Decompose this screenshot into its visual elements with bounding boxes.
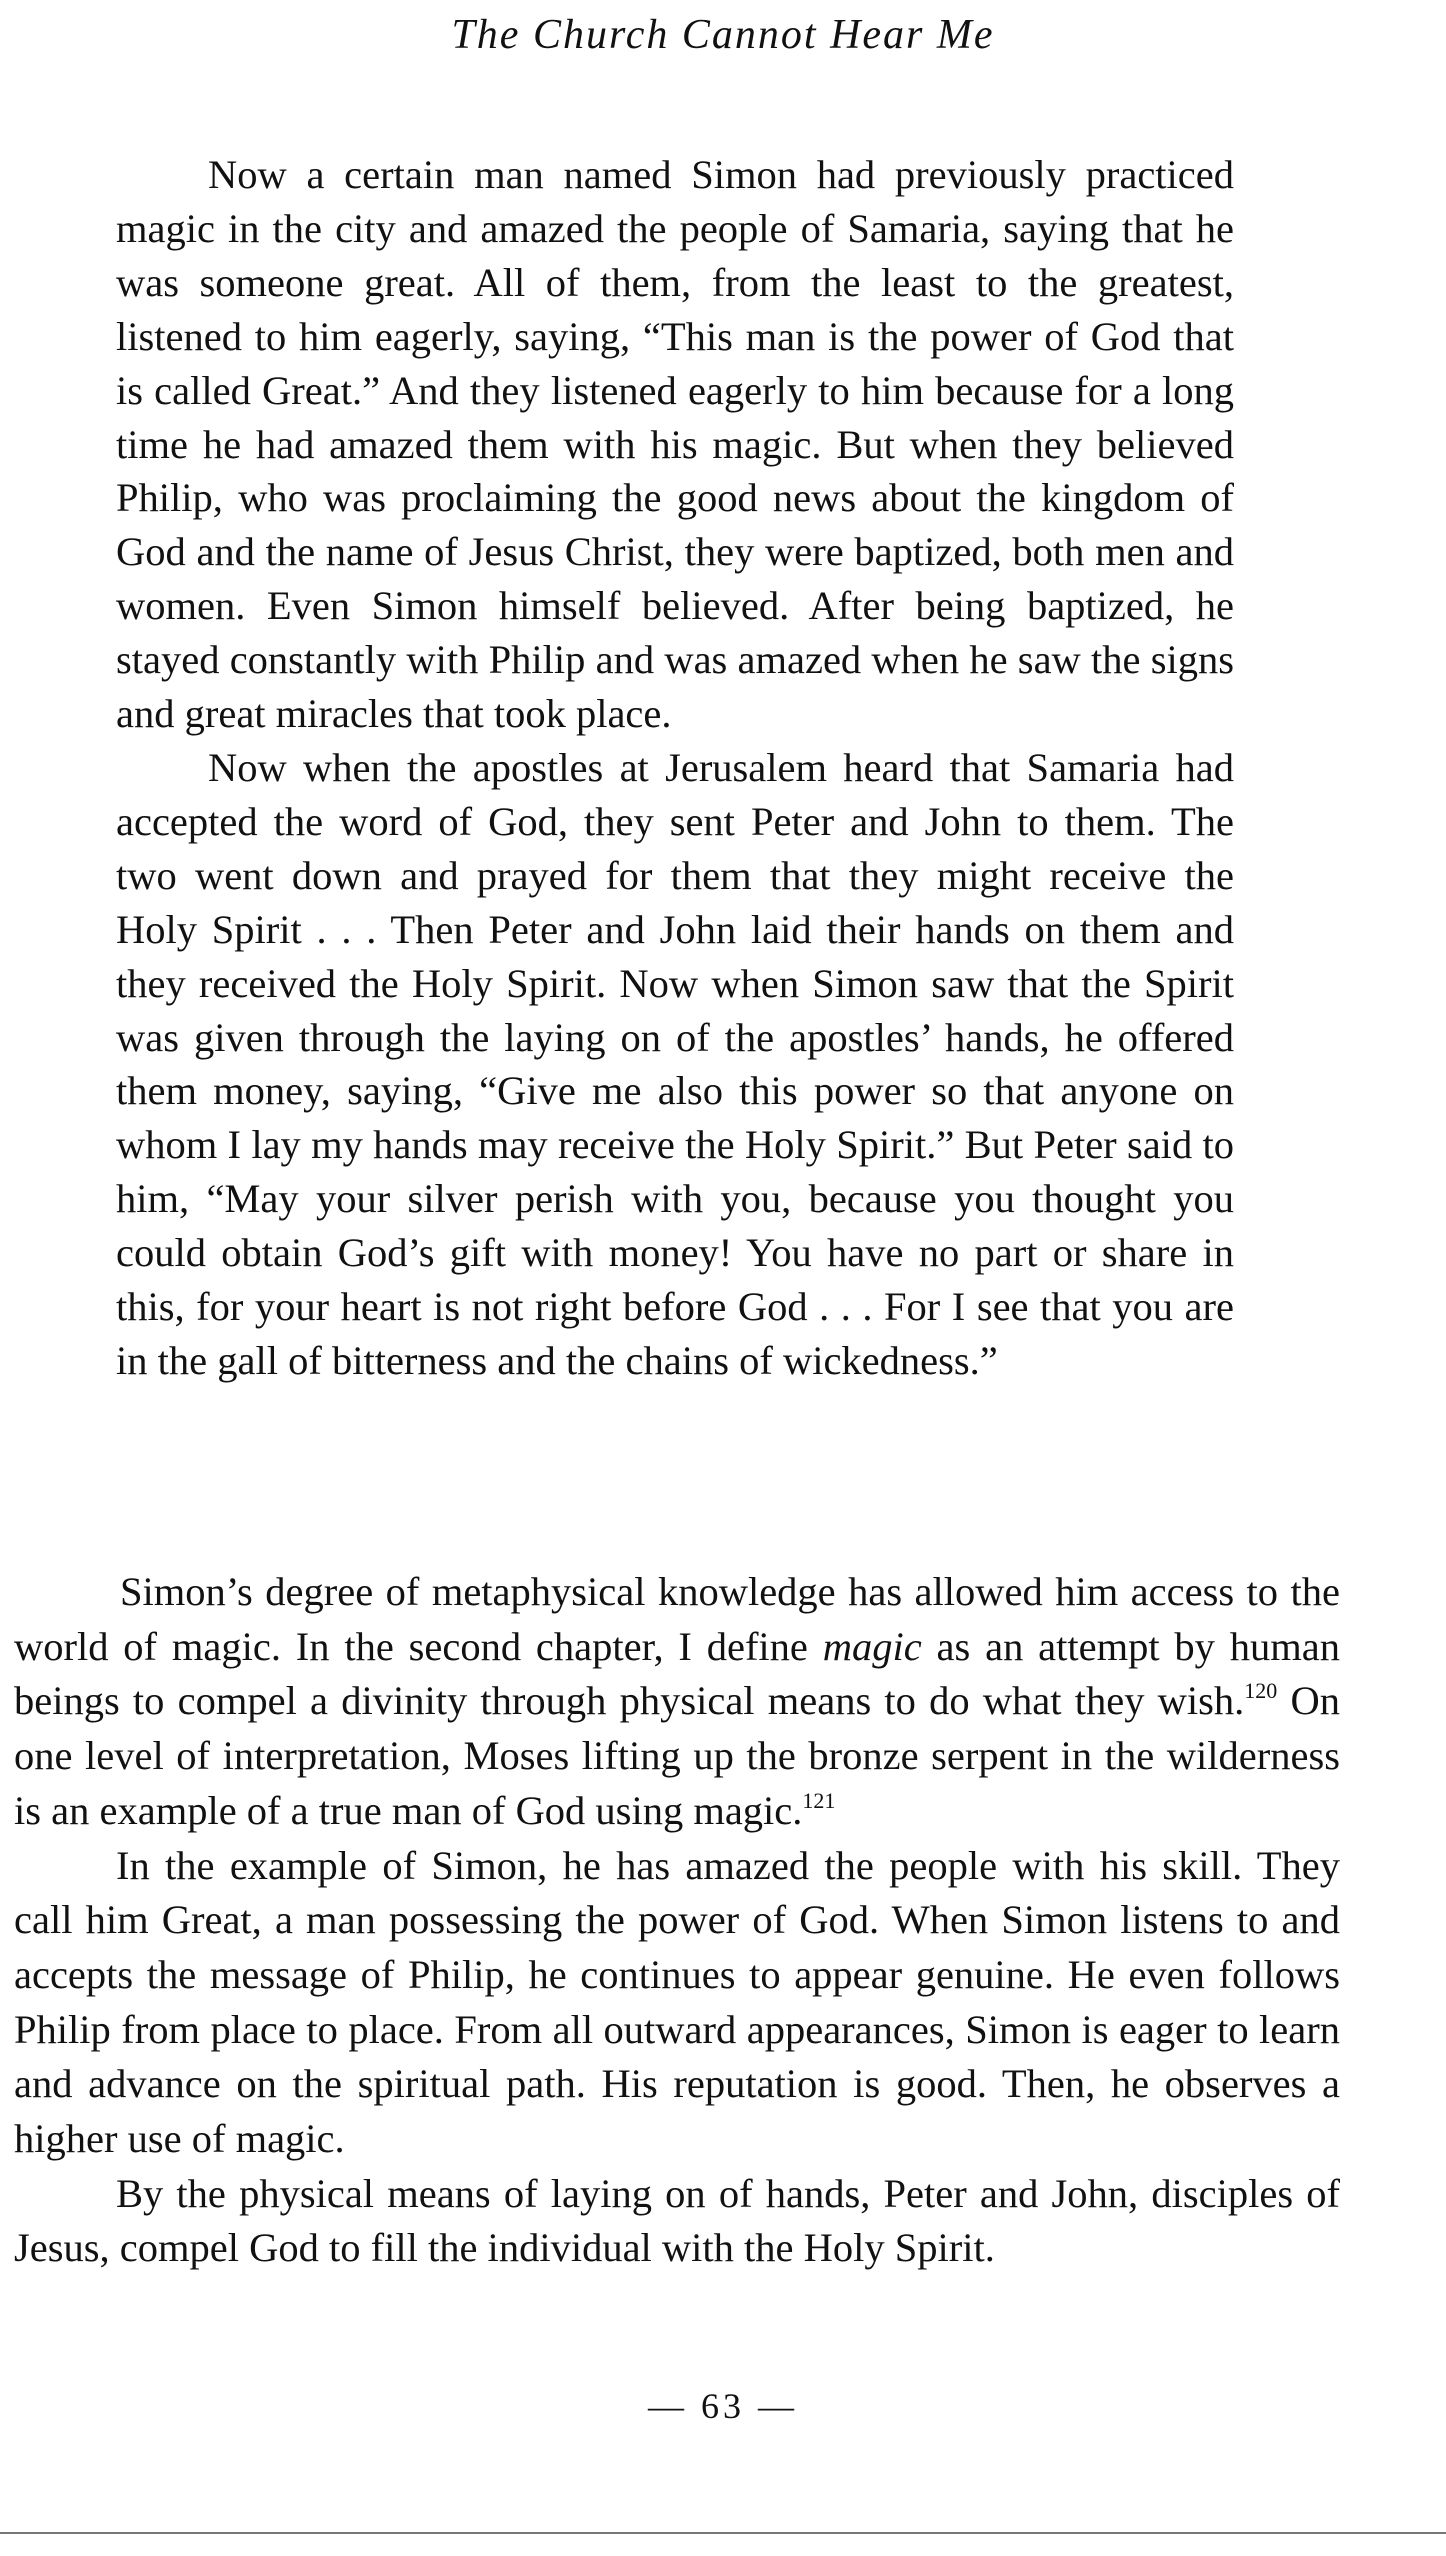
running-title: The Church Cannot Hear Me [451,12,995,58]
body-p1-text-b: as an attempt by human beings to compel a divinity through physical means to do what they wish. [14,1623,1340,1724]
page-number: — 63 — [648,2386,798,2426]
footnote-ref-121: 121 [802,1787,836,1813]
body-paragraph-2: In the example of Simon, he has amazed the people with his skill. They call him Great, a man possessing the power of God. When Simon listens to and accepts the message of Philip, he continues to appear genuine. He even follows Philip from place to place. From all outward appearances, Simon is eager to learn and advance on the spiritual path. His reputation is good. Then, he observes a higher use of magic. [14,1842,1340,2162]
block-quote [116,148,1234,1388]
quote-paragraph-1: Now a certain man named Simon had previously practiced magic in the city and amazed the people of Samaria, saying that he was someone great. All of them, from the least to the greatest, listened to him eagerly, saying, “This man is the power of God that is called Great.” And they listened eagerly to him because for a long time he had amazed them with his magic. But when they believed Philip, who was proclaiming the good news about the kingdom of God and the name of Jesus Christ, they were baptized, both men and women. Even Simon himself believed. After being baptized, he stayed constantly with Philip and was amazed when he saw the signs and great miracles that took place. [116,152,1234,737]
footnote-ref-120: 120 [1244,1678,1278,1704]
bottom-rule [0,2532,1446,2534]
quote-paragraph-2: Now when the apostles at Jerusalem heard that Samaria had accepted the word of God, they sent Peter and John to them. The two went down and prayed for them that they might receive the Holy Spirit . . . Then Peter and John laid their hands on them and they received the Holy Spirit. Now when Simon saw that the Spirit was given through the laying on of the apostles’ hands, he offered them money, saying, “Give me also this power so that anyone on whom I lay my hands may receive the Holy Spirit.” But Peter said to him, “May your silver perish with you, because you thought you could obtain God’s gift with money! You have no part or share in this, for your heart is not right before God . . . For I see that you are in the gall of bitterness and the chains of wickedness.” [116,744,1234,1383]
body-paragraph-3: By the physical means of laying on of hands, Peter and John, disciples of Jesus, compel God to fill the individual with the Holy Spirit. [14,2170,1340,2271]
body-text [14,1565,1340,2276]
body-p1-text-a: Simon’s degree of metaphysical knowledge has allowed him access to the world of magic. In the second chapter, I define [14,1569,1340,1669]
body-p1-text-c: On one level of interpretation, Moses lifting up the bronze serpent in the wilderness is an example of a true man of God using magic. [14,1678,1340,1833]
body-paragraph-1 [14,1565,1340,1839]
emphasis-magic: magic [822,1623,922,1669]
